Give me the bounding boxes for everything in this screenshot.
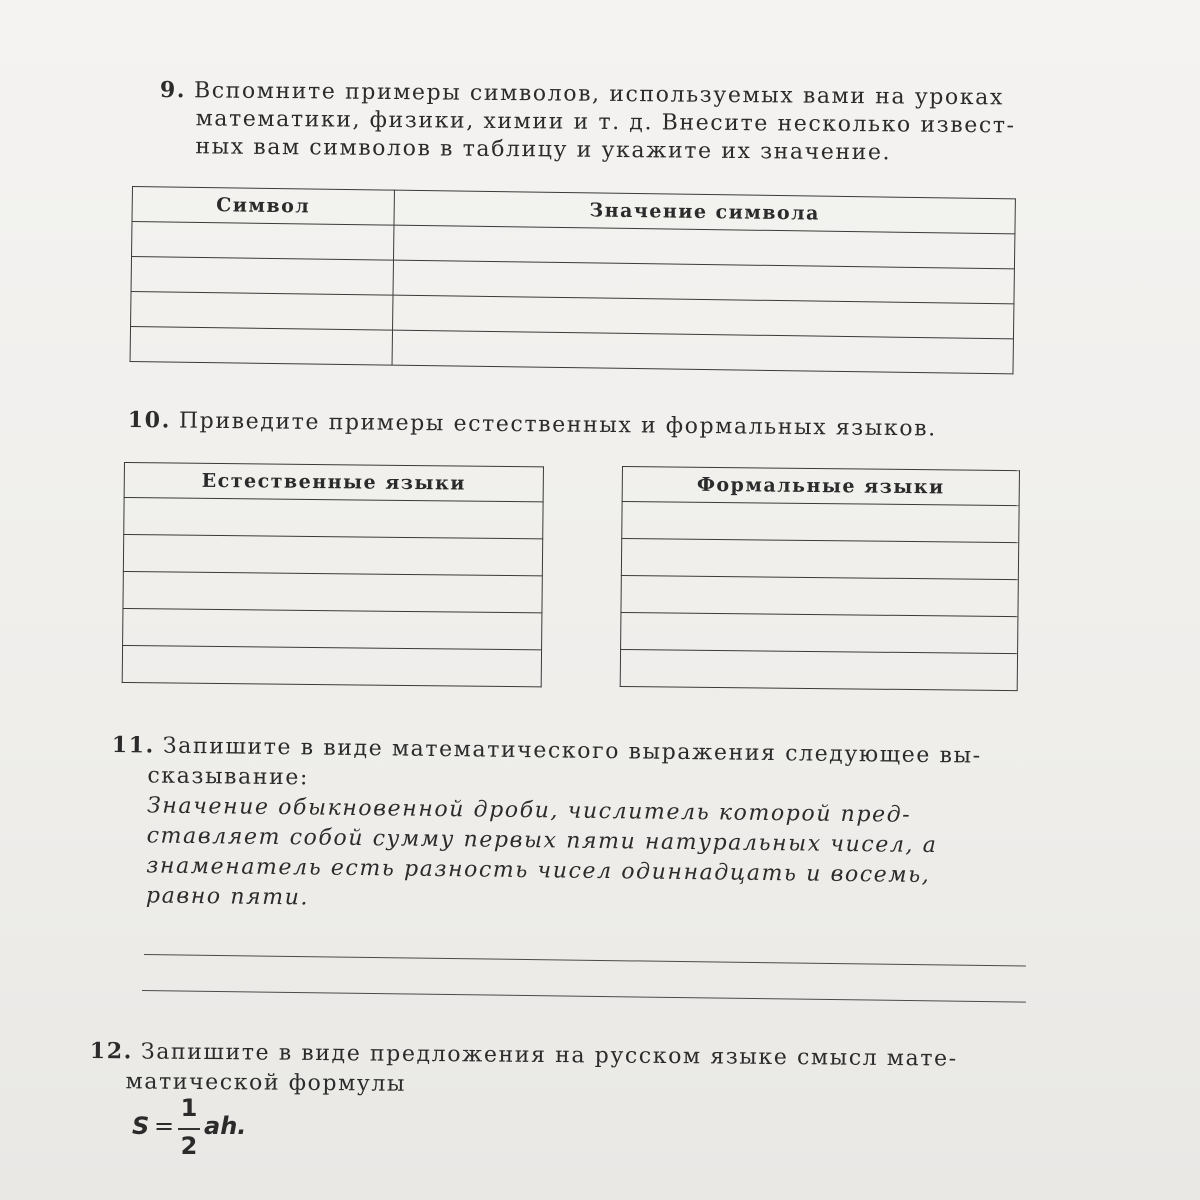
formula-numerator: 1 xyxy=(180,1094,198,1122)
table-row xyxy=(621,539,1018,580)
task-11-italic-line-4: равно пяти. xyxy=(145,883,310,911)
formal-language-cell[interactable] xyxy=(622,502,1019,543)
task-11-line-1: Запишите в виде математического выражения следующее вы- xyxy=(162,733,982,769)
task-11-number: 11. xyxy=(111,731,156,759)
meaning-cell[interactable] xyxy=(392,330,1013,374)
task-11-italic-line-2: ставляет собой сумму первых пяти натуральных чисел, а xyxy=(146,823,938,859)
formula-equals: = xyxy=(154,1112,175,1140)
table-row xyxy=(123,608,542,649)
symbols-table xyxy=(130,186,1016,374)
symbol-cell[interactable] xyxy=(131,291,393,330)
natural-language-cell[interactable] xyxy=(123,608,542,649)
formal-language-cell[interactable] xyxy=(621,539,1018,580)
task-10-number: 10. xyxy=(127,406,172,434)
formula-denominator: 2 xyxy=(180,1132,198,1160)
symbols-table-header-symbol: Символ xyxy=(132,187,394,226)
task-11-italic-line-1: Значение обыкновенной дроби, числитель которой пред- xyxy=(146,793,912,828)
formula-lhs: S xyxy=(132,1112,150,1140)
task-9 xyxy=(159,76,1016,168)
table-row xyxy=(621,575,1018,616)
task-11-italic-line-3: знаменатель есть разность чисел одиннадцать и восемь, xyxy=(146,853,931,889)
formal-language-cell[interactable] xyxy=(621,575,1018,616)
answer-line-1[interactable] xyxy=(144,954,1026,967)
table-row xyxy=(620,649,1017,690)
natural-language-cell[interactable] xyxy=(123,571,542,612)
task-10 xyxy=(128,406,937,443)
task-12-line-2: матической формулы xyxy=(125,1069,407,1097)
task-9-line-3: ных вам символов в таблицу и укажите их значение. xyxy=(195,134,892,166)
formal-languages-table xyxy=(620,466,1020,691)
table-row xyxy=(124,498,543,539)
symbols-table-header-meaning: Значение символа xyxy=(394,190,1015,234)
answer-line-2[interactable] xyxy=(142,990,1026,1003)
task-11-line-2: сказывание: xyxy=(147,763,310,791)
table-row xyxy=(122,645,541,686)
natural-language-cell[interactable] xyxy=(123,535,542,576)
table-row xyxy=(621,612,1018,653)
table-row xyxy=(622,502,1019,543)
formal-language-cell[interactable] xyxy=(621,612,1018,653)
table-row xyxy=(123,535,542,576)
area-formula xyxy=(132,1094,262,1164)
table-row xyxy=(123,571,542,612)
natural-language-cell[interactable] xyxy=(122,645,541,686)
formal-language-cell[interactable] xyxy=(620,649,1017,690)
task-9-line-1: Вспомните примеры символов, используемых вами на уроках xyxy=(193,78,1005,111)
symbol-cell[interactable] xyxy=(132,222,394,261)
task-11 xyxy=(110,730,982,922)
natural-language-cell[interactable] xyxy=(124,498,543,539)
task-12-line-1: Запишите в виде предложения на русском языке смысл мате- xyxy=(140,1039,958,1072)
task-12 xyxy=(89,1036,957,1105)
formula-fraction-bar xyxy=(178,1128,200,1130)
symbol-cell[interactable] xyxy=(131,257,393,296)
formal-languages-header: Формальные языки xyxy=(622,467,1019,506)
task-10-text: Приведите примеры естественных и формальных языков. xyxy=(178,408,937,442)
task-9-number: 9. xyxy=(159,76,187,104)
symbol-cell[interactable] xyxy=(130,326,392,365)
formula-rhs: ah. xyxy=(204,1112,247,1140)
task-9-line-2: математики, физики, химии и т. д. Внесите несколько извест- xyxy=(195,106,1016,139)
natural-languages-header: Естественные языки xyxy=(124,463,543,502)
natural-languages-table xyxy=(122,462,544,687)
task-12-number: 12. xyxy=(89,1037,134,1065)
